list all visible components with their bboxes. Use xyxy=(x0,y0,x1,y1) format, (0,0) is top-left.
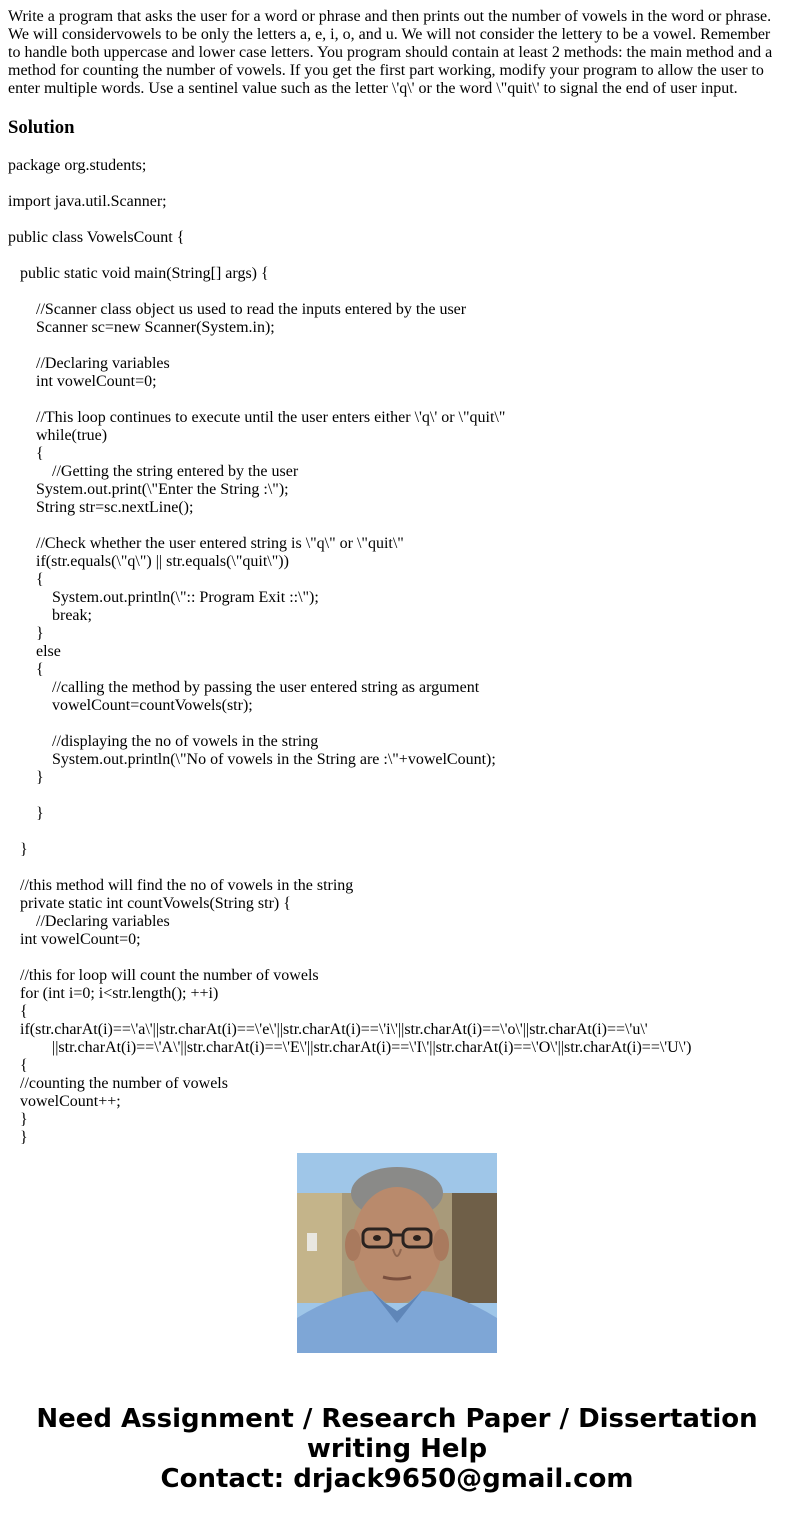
code-line xyxy=(8,175,786,193)
code-line: private static int countVowels(String str) { xyxy=(8,895,291,912)
code-line: //this method will find the no of vowels in the string xyxy=(8,877,354,894)
code-line: vowelCount=countVowels(str); xyxy=(8,697,253,714)
promo-line-1: Need Assignment / Research Paper / Dissertation xyxy=(36,1404,758,1434)
code-line xyxy=(8,823,786,841)
code-line: System.out.println(\":: Program Exit ::\"); xyxy=(8,589,319,606)
code-line: { xyxy=(8,1057,28,1074)
code-line xyxy=(8,859,786,877)
question-text: Write a program that asks the user for a word or phrase and then prints out the number of vowels in the word or phrase. We will considervowels to be only the letters a, e, i, o, and u. We will not consider the lettery to be a vowel. Remember to handle both uppercase and lower case letters. You program should contain at least 2 methods: the main method and a method for counting the number of vowels. If you get the first part working, modify your program to allow the user to enter multiple words. Use a sentinel value such as the letter \'q\' or the word \"quit\' to signal the end of user input. xyxy=(8,8,773,97)
code-line: vowelCount++; xyxy=(8,1093,121,1110)
code-line: //this for loop will count the number of vowels xyxy=(8,967,319,984)
code-line: if(str.equals(\"q\") || str.equals(\"quit\")) xyxy=(8,553,289,570)
code-line: System.out.print(\"Enter the String :\"); xyxy=(8,481,289,498)
code-line: //Getting the string entered by the user xyxy=(8,463,299,480)
code-line: //Scanner class object us used to read the inputs entered by the user xyxy=(8,301,467,318)
code-line: { xyxy=(8,661,44,678)
code-line: } xyxy=(8,769,44,786)
code-line: System.out.println(\"No of vowels in the String are :\"+vowelCount); xyxy=(8,751,496,768)
code-line: public class VowelsCount { xyxy=(8,229,185,246)
code-line: package org.students; xyxy=(8,157,147,174)
code-line: for (int i=0; i<str.length(); ++i) xyxy=(8,985,219,1002)
code-line: else xyxy=(8,643,61,660)
code-line: ||str.charAt(i)==\'A\'||str.charAt(i)==\'E\'||str.charAt(i)==\'I\'||str.charAt(i)==\'O\'||str.charAt(i)==\'U\') xyxy=(8,1039,692,1056)
code-line: String str=sc.nextLine(); xyxy=(8,499,194,516)
promo-line-2: writing Help xyxy=(306,1434,488,1464)
code-line xyxy=(8,283,786,301)
code-line: } xyxy=(8,1111,28,1128)
code-line xyxy=(8,247,786,265)
code-line: Scanner sc=new Scanner(System.in); xyxy=(8,319,275,336)
code-line: //Declaring variables xyxy=(8,913,170,930)
code-line: break; xyxy=(8,607,92,624)
solution-code xyxy=(8,157,786,1146)
code-line xyxy=(8,787,786,805)
code-line: //displaying the no of vowels in the string xyxy=(8,733,319,750)
code-line: while(true) xyxy=(8,427,108,444)
code-line: int vowelCount=0; xyxy=(8,931,141,948)
solution-heading: Solution xyxy=(8,117,75,138)
code-line xyxy=(8,337,786,355)
promo-contact: Contact: drjack9650@gmail.com xyxy=(160,1464,634,1494)
code-line: } xyxy=(8,841,28,858)
promo-banner xyxy=(0,1404,794,1494)
person-portrait-icon xyxy=(297,1153,497,1353)
code-line: { xyxy=(8,1003,28,1020)
author-avatar xyxy=(297,1153,497,1353)
code-line: //counting the number of vowels xyxy=(8,1075,228,1092)
code-line: public static void main(String[] args) { xyxy=(8,265,269,282)
code-line: } xyxy=(8,805,44,822)
code-line: //Check whether the user entered string is \"q\" or \"quit\" xyxy=(8,535,404,552)
code-line: { xyxy=(8,571,44,588)
code-line: } xyxy=(8,1129,28,1146)
code-line xyxy=(8,391,786,409)
code-line xyxy=(8,715,786,733)
code-line: if(str.charAt(i)==\'a\'||str.charAt(i)==\'e\'||str.charAt(i)==\'i\'||str.charAt(i)==\'o\'||str.charAt(i)==\'u\' xyxy=(8,1021,648,1038)
code-line: int vowelCount=0; xyxy=(8,373,157,390)
code-line: //This loop continues to execute until the user enters either \'q\' or \"quit\" xyxy=(8,409,506,426)
code-line: { xyxy=(8,445,44,462)
code-line xyxy=(8,211,786,229)
code-line: } xyxy=(8,625,44,642)
code-line: import java.util.Scanner; xyxy=(8,193,167,210)
code-line: //Declaring variables xyxy=(8,355,170,372)
code-line xyxy=(8,517,786,535)
code-line xyxy=(8,949,786,967)
code-line: //calling the method by passing the user entered string as argument xyxy=(8,679,480,696)
